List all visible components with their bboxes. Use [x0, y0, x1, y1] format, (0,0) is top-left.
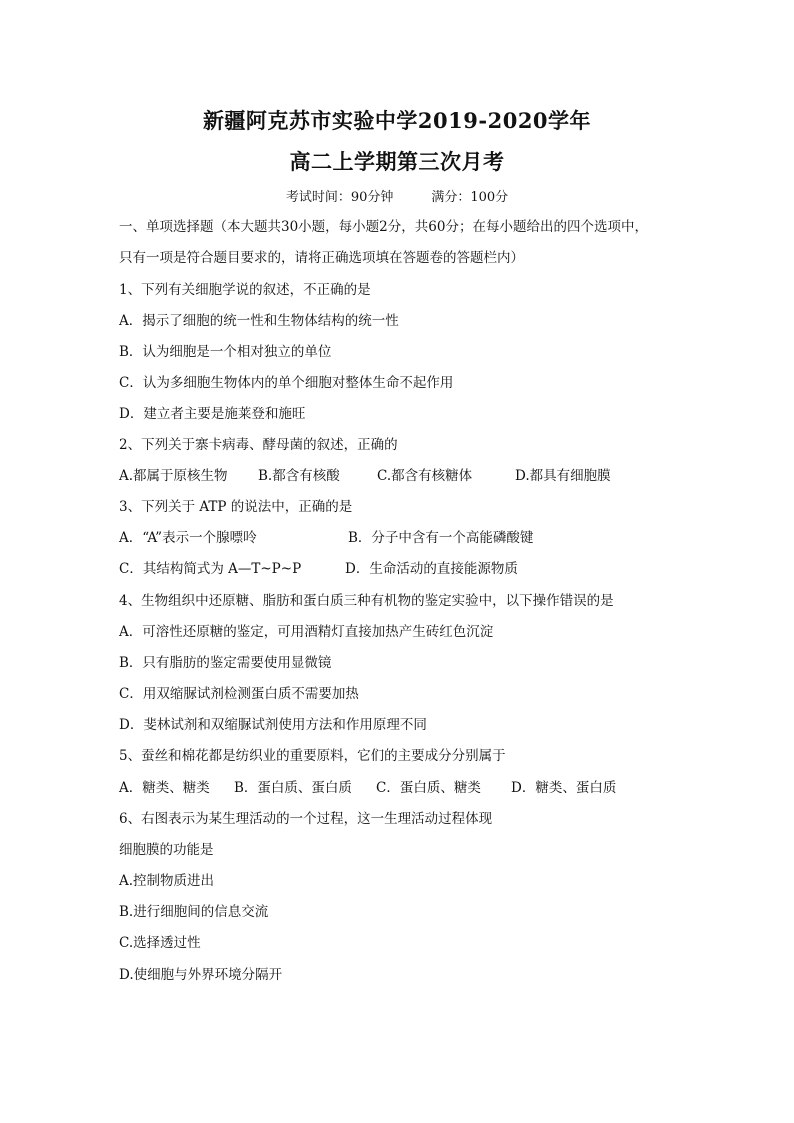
exam-title-line2: 高二上学期第三次月考: [289, 149, 505, 174]
q1-option-c: C．认为多细胞生物体内的单个细胞对整体生命不起作用: [119, 375, 454, 391]
q2-option-a: A.都属于原核生物: [119, 468, 228, 484]
full-score: 满分：100分: [431, 190, 509, 205]
section-intro-line2: 只有一项是符合题目要求的，请将正确选项填在答题卷的答题栏内）: [119, 250, 524, 266]
q5-stem: 5、蚕丝和棉花都是纺织业的重要原料，它们的主要成分分别属于: [119, 748, 506, 764]
q2-option-c: C.都含有核糖体: [377, 468, 473, 484]
q5-option-b: B．蛋白质、蛋白质: [234, 780, 352, 796]
exam-time: 考试时间：90分钟: [285, 190, 394, 205]
q4-stem: 4、生物组织中还原糖、脂肪和蛋白质三种有机物的鉴定实验中，以下操作错误的是: [119, 593, 614, 609]
q3-option-a: A．“A”表示一个腺嘌呤: [119, 530, 257, 546]
q4-option-a: A．可溶性还原糖的鉴定，可用酒精灯直接加热产生砖红色沉淀: [119, 624, 494, 640]
exam-title-line1: 新疆阿克苏市实验中学2019-2020学年: [202, 108, 592, 133]
q4-option-d: D．斐林试剂和双缩脲试剂使用方法和作用原理不同: [119, 717, 427, 733]
q2-option-b: B.都含有核酸: [258, 468, 340, 484]
q6-option-b: B.进行细胞间的信息交流: [119, 904, 269, 920]
q2-stem: 2、下列关于寨卡病毒、酵母菌的叙述，正确的: [119, 437, 398, 453]
q4-option-c: C．用双缩脲试剂检测蛋白质不需要加热: [119, 686, 359, 702]
q1-stem: 1、下列有关细胞学说的叙述，不正确的是: [119, 282, 371, 298]
exam-meta: [0, 186, 794, 205]
q6-option-c: C.选择透过性: [119, 935, 201, 951]
q3-option-b: B．分子中含有一个高能磷酸键: [348, 530, 534, 546]
q3-option-c: C．其结构简式为 A—T~P~P: [119, 561, 302, 577]
q1-option-d: D．建立者主要是施莱登和施旺: [119, 406, 306, 422]
q1-option-a: A．揭示了细胞的统一性和生物体结构的统一性: [119, 313, 399, 329]
q6-stem-line1: 6、右图表示为某生理活动的一个过程，这一生理活动过程体现: [119, 811, 493, 827]
q5-option-c: C．蛋白质、糖类: [376, 780, 481, 796]
q6-option-d: D.使细胞与外界环境分隔开: [119, 967, 283, 983]
q6-stem-line2: 细胞膜的功能是: [119, 842, 214, 858]
section-intro-line1: 一、单项选择题（本大题共30小题，每小题2分，共60分；在每小题给出的四个选项中，: [119, 219, 648, 235]
q3-option-d: D．生命活动的直接能源物质: [345, 561, 518, 577]
q6-option-a: A.控制物质进出: [119, 873, 215, 889]
q5-option-d: D．糖类、蛋白质: [511, 780, 617, 796]
q1-option-b: B．认为细胞是一个相对独立的单位: [119, 344, 332, 360]
q4-option-b: B．只有脂肪的鉴定需要使用显微镜: [119, 655, 332, 671]
q3-stem: 3、下列关于 ATP 的说法中，正确的是: [119, 499, 353, 515]
q2-option-d: D.都具有细胞膜: [515, 468, 611, 484]
q5-option-a: A．糖类、糖类: [119, 780, 210, 796]
